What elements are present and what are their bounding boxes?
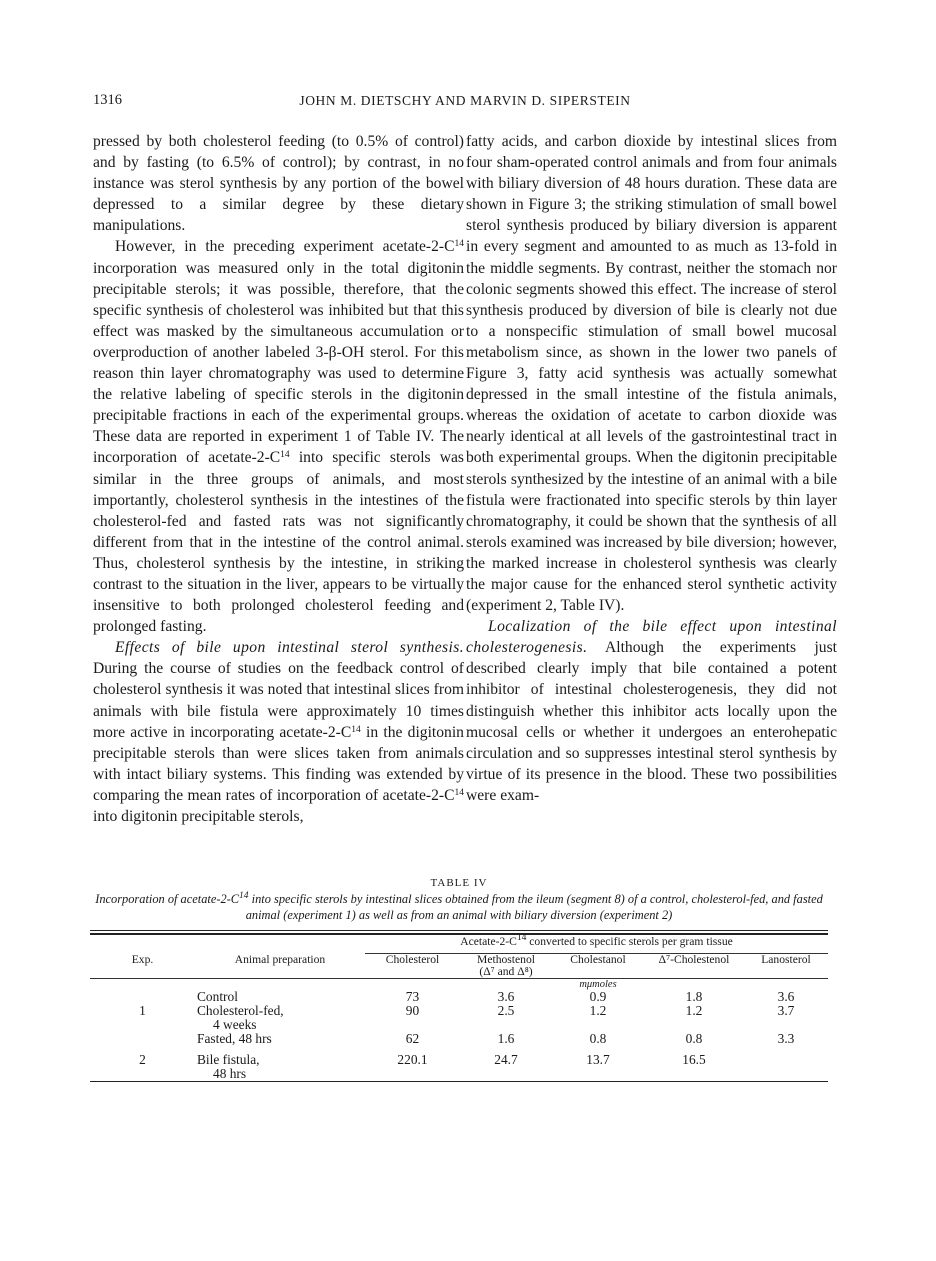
section-heading: Effects of bile upon intestinal sterol synthesis.	[115, 639, 464, 657]
header-animal-preparation: Animal preparation	[234, 953, 326, 966]
paragraph: Localization of the bile effect upon intestinal cholesterogenesis. Although the experiments just described clearly imply that bile contained a potent inhibitor of intestinal cholesterogenesis, they did not distinguish whether this inhibitor acts locally upon the mucosal cells or whether it undergoes an enterohepatic circulation and so suppresses intestinal sterol synthesis by virtue of its presence in the blood. These two possibilities were exam-	[466, 618, 837, 804]
author-names: JOHN M. DIETSCHY AND MARVIN D. SIPERSTEIN	[299, 93, 631, 108]
data-table	[90, 935, 828, 1081]
header-cholestanol: Cholestanol	[570, 953, 626, 966]
header-lanosterol: Lanosterol	[761, 953, 811, 966]
paragraph: pressed by both cholesterol feeding (to 0.5% of control) and by fasting (to 6.5% of control); by contrast, in no instance was sterol synthesis by any portion of the bowel depressed to a similar degree by these dietary manipulations.	[93, 133, 464, 235]
header-cholesterol: Cholesterol	[385, 953, 440, 966]
running-head	[93, 92, 837, 114]
table-header-row	[90, 954, 828, 979]
paragraph: Effects of bile upon intestinal sterol synthesis. During the course of studies on the feedback control of cholesterol synthesis it was noted that intestinal slices from animals with bile fistula were approximately 10 times more active in incorporating acetate-$2-C^{14}$ in the digitonin precipitable sterols than were slices taken from animals with intact biliary systems. This finding was extended by comparing the mean rates of incorporation of acetate-$2-C^{14}$ into digitonin precipitable sterols,	[93, 639, 464, 825]
table-caption: Incorporation of acetate-$2-C^{14}$ into specific sterols by intestinal slices obtained from the ileum (segment 8) of a control, cholesterol-fed, and fasted animal (experiment 1) as well as from an animal with biliary diversion (experiment 2)	[95, 891, 823, 922]
column-spanner: Acetate-$2-C^{14}$ converted to specific sterols per gram tissue	[365, 935, 828, 954]
page-number: 1316	[93, 92, 122, 108]
table-row: 2 Bile fistula, 48 hrs 220.1 24.7 13.7 16.5	[139, 1052, 706, 1081]
left-column	[93, 131, 464, 827]
table-row: 1 Cholesterol-fed, 4 weeks 90 2.5 1.2 1.2 3.7	[139, 1003, 795, 1032]
units-label: mμmoles	[579, 979, 617, 990]
table-label: TABLE IV	[430, 877, 488, 889]
paragraph: However, in the preceding experiment acetate-$2-C^{14}$ incorporation was measured only in the total digitonin precipitable sterols; it was possible, therefore, that the specific synthesis of cholesterol was inhibited but that this effect was masked by the simultaneous accumulation or overproduction of another labeled 3-β-OH sterol. For this reason thin layer chromatography was used to determine the relative labeling of specific sterols in the digitonin precipitable fractions in each of the experimental groups. These data are reported in experiment 1 of Table IV. The incorporation of acetate-$2-C^{14}$ into specific sterols was similar in the three groups of animals, and most importantly, cholesterol synthesis in the intestines of the cholesterol-fed and fasted rats was not significantly different from that in the intestine of the control animal. Thus, cholesterol synthesis by the intestine, in striking contrast to the situation in the liver, appears to be virtually insensitive to both prolonged cholesterol feeding and prolonged fasting.	[93, 238, 464, 636]
header-cholestenol: Δ⁷-Cholestenol	[658, 953, 730, 966]
right-column	[466, 131, 837, 806]
table-row: Fasted, 48 hrs 62 1.6 0.8 0.8 3.3	[197, 1031, 795, 1046]
header-exp: Exp.	[131, 953, 154, 966]
table-bottom-rule	[90, 1081, 828, 1082]
section-heading: Localization of the bile effect upon intestinal cholesterogenesis.	[466, 618, 837, 657]
header-methostenol: Methostenol (Δ⁷ and Δ⁸)	[477, 953, 535, 978]
paragraph: fatty acids, and carbon dioxide by intestinal slices from four sham-operated control animals and from four animals with biliary diversion of 48 hours duration. These data are shown in Figure 3; the striking stimulation of small bowel sterol synthesis produced by biliary diversion is apparent in every segment and amounted to as much as 13-fold in the middle segments. By contrast, neither the stomach nor colonic segments showed this effect. The increase of sterol synthesis produced by diversion of bile is clearly not due to a nonspecific stimulation of small bowel mucosal metabolism since, as shown in the lower two panels of Figure 3, fatty acid synthesis was actually somewhat depressed in the small intestine of the fistula animals, whereas the oxidation of acetate to carbon dioxide was nearly identical at all levels of the gastrointestinal tract in both experimental groups. When the digitonin precipitable sterols synthesized by the intestine of an animal with a bile fistula were fractionated into specific sterols by thin layer chromatography, it could be shown that the synthesis of all sterols examined was increased by bile diversion; however, the marked increase in cholesterol synthesis was clearly the major cause for the enhanced sterol synthetic activity (experiment 2, Table IV).	[466, 133, 837, 615]
table-row: Control 73 3.6 0.9 1.8 3.6	[197, 989, 795, 1004]
table-iv	[90, 877, 828, 1082]
